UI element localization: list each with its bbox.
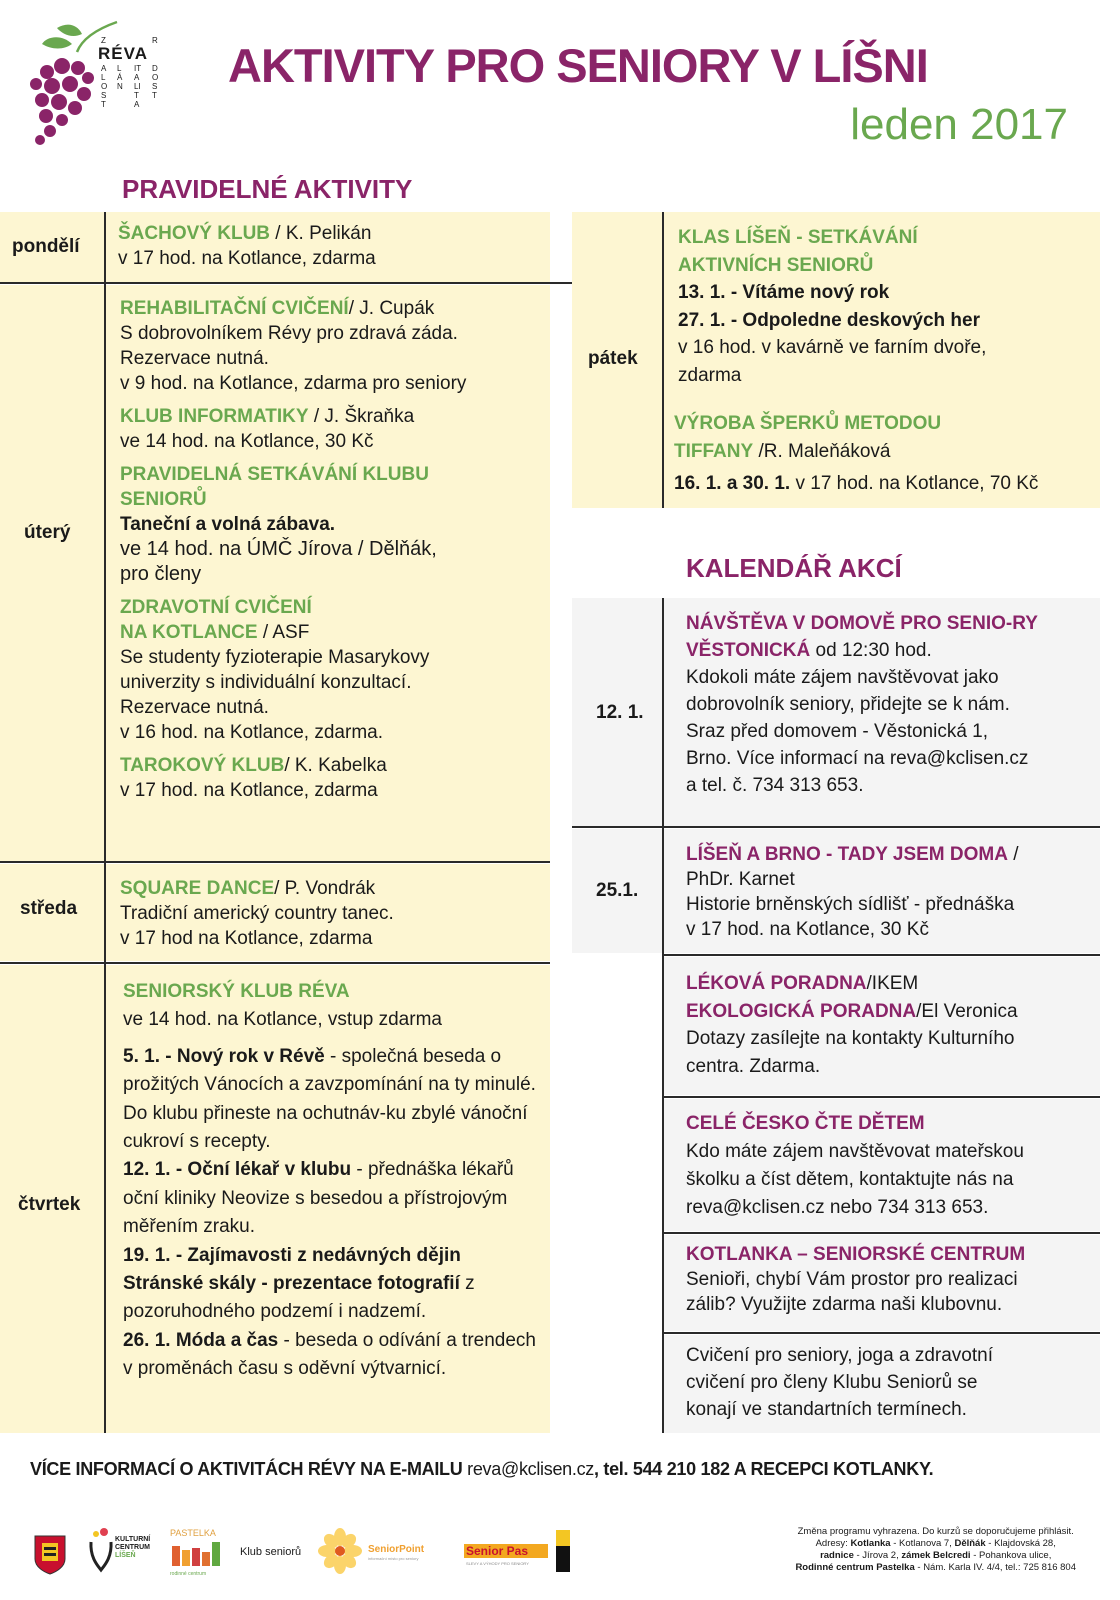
address-name: radnice <box>820 1550 854 1561</box>
activity-title: ŠACHOVÝ KLUB <box>118 223 271 244</box>
senior-pas-name: Senior Pas <box>466 1544 529 1558</box>
event-leader: / <box>1007 844 1019 865</box>
event-detail: z pozoruhodného podzemí i nadzemí. <box>123 1273 475 1323</box>
event-dates: 16. 1. a 30. 1. <box>674 473 791 494</box>
event-detail: Historie brněnských sídlišť - přednáška <box>686 894 1015 915</box>
activity-chess <box>118 221 548 271</box>
calendar-event-content <box>686 1110 1096 1222</box>
address-detail: - Pohankova ulice, <box>970 1550 1052 1561</box>
event-title: 19. 1. - Zajímavosti z nedávných dějin Stránské skály - prezentace fotografií <box>123 1244 461 1295</box>
event-date: 12. 1. <box>596 702 644 723</box>
activity-title: ZDRAVOTNÍ CVIČENÍ <box>120 597 312 618</box>
activity-detail: v 17 hod na Kotlance, zdarma <box>120 928 373 949</box>
event-detail: Dotazy zasílejte na kontakty Kulturního <box>686 1028 1015 1049</box>
activity-square-dance <box>120 876 550 951</box>
address-name: zámek Belcredi <box>901 1550 971 1561</box>
logo-letters-lan: LÁN <box>117 64 123 91</box>
activity-detail: Rezervace nutná. <box>120 697 269 718</box>
activity-detail: v 9 hod. na Kotlance, zdarma pro seniory <box>120 373 467 394</box>
calendar-event-content <box>686 1342 1096 1423</box>
event-detail: Brno. Více informací na reva@kclisen.cz <box>686 748 1029 769</box>
activity-leader: / J. Škraňka <box>308 406 415 427</box>
day-column-divider <box>662 212 664 508</box>
event-detail: - beseda o odívání a trendech v proměnách času s oděvní výtvarnicí. <box>123 1329 536 1380</box>
pastelka-sub: rodinné centrum <box>170 1571 207 1577</box>
activity-detail: S dobrovolníkem Révy pro zdravá záda. <box>120 323 458 344</box>
event-detail: v 17 hod. na Kotlance, 30 Kč <box>686 919 929 940</box>
tuesday-activities <box>120 296 550 803</box>
activity-leader: / P. Vondrák <box>274 878 376 899</box>
event-detail: zálib? Využijte zdarma naši klubovnu. <box>686 1294 1003 1315</box>
calendar-event-content <box>686 1242 1096 1317</box>
event-title: NÁVŠTĚVA V DOMOVĚ PRO SENIO-RY VĚSTONICKÁ <box>686 613 1038 661</box>
day-column-divider <box>104 212 106 1433</box>
divider <box>572 826 1100 828</box>
logo-letter-z: Z <box>101 36 106 45</box>
activity-detail: Rezervace nutná. <box>120 348 269 369</box>
calendar-event-content <box>686 970 1096 1080</box>
kulturni-centrum-logo <box>88 1528 151 1576</box>
activity-title: KLUB INFORMATIKY <box>120 406 309 427</box>
day-wednesday: středa <box>20 898 78 919</box>
event-title: LÉKOVÁ PORADNA <box>686 973 867 994</box>
calendar-event-content <box>686 610 1096 799</box>
logo-letters-dost: DOST <box>152 64 159 100</box>
address-detail: - Jírova 2, <box>853 1550 902 1561</box>
address-detail: - Nám. Karla IV. 4/4, tel.: 725 816 804 <box>914 1562 1076 1573</box>
activity-title: KLAS LÍŠEŇ - SETKÁVÁNÍ <box>678 227 918 248</box>
footer-contact-suffix: , tel. 544 210 182 A RECEPCI KOTLANKY. <box>593 1459 934 1479</box>
divider <box>0 282 585 284</box>
date-column-divider <box>662 598 664 1433</box>
thursday-activities <box>123 978 543 1384</box>
divider <box>662 1096 1100 1098</box>
kc-lisen-icon <box>88 1528 114 1574</box>
flower-icon <box>318 1528 362 1574</box>
event-title: 12. 1. - Oční lékař v klubu <box>123 1159 352 1181</box>
lisen-coat-of-arms-logo <box>34 1535 66 1575</box>
calendar-event-content <box>686 842 1096 942</box>
event-title: LÍŠEŇ A BRNO - TADY JSEM DOMA <box>686 844 1008 865</box>
event-detail: Kdokoli máte zájem navštěvovat jako <box>686 667 999 688</box>
klub-senioru-logo: Klub seniorů <box>240 1546 302 1558</box>
logo-name: RÉVA <box>98 44 148 63</box>
event-title: KOTLANKA – SENIORSKÉ CENTRUM <box>686 1244 1026 1265</box>
logo-letters-italita: ITALITA <box>134 64 142 109</box>
event-detail: školku a číst dětem, kontaktujte nás na <box>686 1169 1014 1190</box>
address-label: Adresy: <box>815 1538 851 1549</box>
event-time: od 12:30 hod. <box>810 640 932 661</box>
footer-contact <box>30 1459 933 1480</box>
divider <box>662 1232 1100 1234</box>
address-name: Kotlanka <box>850 1538 891 1549</box>
kc-line3: LÍŠEŇ <box>115 1552 136 1559</box>
pastelka-logo <box>170 1528 226 1578</box>
day-friday: pátek <box>588 348 638 369</box>
event-title: 27. 1. - Odpoledne deskových her <box>678 309 980 331</box>
activity-detail: v 16 hod. na Kotlance, zdarma. <box>120 722 383 743</box>
address-name: Rodinné centrum Pastelka <box>795 1562 915 1573</box>
activity-detail: v 17 hod. na Kotlance, zdarma <box>118 248 376 269</box>
senior-pas-logo <box>464 1530 572 1574</box>
reva-logo <box>22 14 172 154</box>
pencils-icon <box>170 1538 220 1566</box>
activity-detail: pro členy <box>120 563 202 585</box>
event-detail: PhDr. Karnet <box>686 869 795 890</box>
activity-leader: / K. Kabelka <box>284 755 387 776</box>
logo-letter-r: R <box>152 36 158 45</box>
page-subtitle: leden 2017 <box>850 100 1068 149</box>
event-detail: centra. Zdarma. <box>686 1055 821 1077</box>
page-title: AKTIVITY PRO SENIORY V LÍŠNI <box>228 39 928 92</box>
event-detail: Kdo máte zájem navštěvovat mateřskou <box>686 1141 1024 1162</box>
activity-detail: Se studenty fyzioterapie Masarykovy <box>120 647 430 668</box>
activity-title: TAROKOVÝ KLUB <box>120 755 285 776</box>
day-monday: pondělí <box>12 236 80 257</box>
event-leader: /IKEM <box>866 973 919 994</box>
activity-detail: v 17 hod. na Kotlance, zdarma <box>120 780 378 801</box>
event-leader: /El Veronica <box>916 1000 1018 1022</box>
event-detail: a tel. č. 734 313 653. <box>686 775 864 796</box>
event-detail: dobrovolník seniory, přidejte se k nám. <box>686 694 1010 715</box>
activity-leader: / ASF <box>257 622 310 643</box>
senior-point-logo <box>318 1528 448 1574</box>
activity-detail: v 17 hod. na Kotlance, 70 Kč <box>790 473 1039 494</box>
footer-addresses <box>795 1526 1076 1574</box>
event-title: EKOLOGICKÁ PORADNA <box>686 1000 917 1022</box>
day-thursday: čtvrtek <box>18 1194 81 1215</box>
event-detail: Senioři, chybí Vám prostor pro realizaci <box>686 1269 1018 1290</box>
footer-contact-prefix: VÍCE INFORMACÍ O AKTIVITÁCH RÉVY NA E-MAILU <box>30 1459 468 1479</box>
activity-title: SENIORSKÝ KLUB RÉVA <box>123 981 350 1002</box>
divider <box>662 954 1100 956</box>
event-detail: konají ve standartních termínech. <box>686 1399 967 1420</box>
activity-leader: / K. Pelikán <box>270 223 372 244</box>
activity-detail: ve 14 hod. na ÚMČ Jírova / Dělňák, <box>120 538 437 560</box>
activity-title: AKTIVNÍCH SENIORŮ <box>678 254 874 276</box>
activity-detail: ve 14 hod. na Kotlance, 30 Kč <box>120 431 374 452</box>
event-detail: Sraz před domovem - Věstonická 1, <box>686 721 989 742</box>
pastelka-name: PASTELKA <box>170 1528 216 1538</box>
event-title: 13. 1. - Vítáme nový rok <box>678 282 890 303</box>
activity-title: NA KOTLANCE <box>120 622 258 643</box>
senior-point-name: SeniorPoint <box>368 1544 425 1555</box>
calendar-heading: KALENDÁŘ AKCÍ <box>686 553 902 583</box>
address-detail: - Klajdovská 28, <box>985 1538 1056 1549</box>
activity-title: PRAVIDELNÁ SETKÁVÁNÍ KLUBU SENIORŮ <box>120 464 429 510</box>
event-title: 5. 1. - Nový rok v Révě <box>123 1045 325 1067</box>
divider <box>0 962 550 964</box>
event-detail: - společná beseda o prožitých Vánocích a zavzpomínání na ty minulé. Do klubu přineste na ochutnáv-ku zbylé vánoční cukroví s recepty. <box>123 1045 536 1153</box>
event-title: CELÉ ČESKO ČTE DĚTEM <box>686 1113 925 1134</box>
activity-leader: /R. Maleňáková <box>753 441 891 462</box>
address-name: Dělňák <box>954 1538 986 1549</box>
divider <box>662 1332 1100 1334</box>
address-detail: - Kotlanova 7, <box>890 1538 955 1549</box>
kc-line1: KULTURNÍ <box>115 1536 151 1543</box>
activity-detail: v 16 hod. v kavárně ve farním dvoře, <box>678 337 987 358</box>
activity-title: TIFFANY <box>674 441 754 462</box>
friday-activities <box>678 224 1098 389</box>
event-detail: Cvičení pro seniory, joga a zdravotní <box>686 1345 993 1366</box>
activity-detail: Tradiční americký country tanec. <box>120 903 394 924</box>
activity-detail: zdarma <box>678 364 742 386</box>
divider <box>0 861 550 863</box>
event-detail: reva@kclisen.cz nebo 734 313 653. <box>686 1197 989 1218</box>
footer-email-link[interactable]: reva@kclisen.cz <box>467 1459 594 1479</box>
logo-letters-alost: ALOST <box>101 64 108 109</box>
footer-notice: Změna programu vyhrazena. Do kurzů se doporučujeme přihlásit. <box>797 1526 1074 1537</box>
event-title: 26. 1. Móda a čas <box>123 1329 279 1351</box>
event-detail: cvičení pro členy Klubu Seniorů se <box>686 1372 978 1393</box>
activity-title: SQUARE DANCE <box>120 878 275 899</box>
day-tuesday: úterý <box>24 522 71 543</box>
event-date: 25.1. <box>596 880 639 901</box>
activity-highlight: Taneční a volná zábava. <box>120 514 336 535</box>
regular-heading: PRAVIDELNÉ AKTIVITY <box>122 174 413 204</box>
coat-of-arms-icon <box>34 1535 66 1575</box>
activity-leader: / J. Cupák <box>348 298 435 319</box>
event-detail: - přednáška lékařů oční kliniky Neovize s besedou a přístrojovým měřením zraku. <box>123 1159 514 1238</box>
senior-point-sub: informační místo pro seniory <box>368 1556 419 1561</box>
activity-detail: univerzity s individuální konzultací. <box>120 672 412 693</box>
activity-tiffany <box>674 410 1100 498</box>
activity-title: REHABILITAČNÍ CVIČENÍ <box>120 298 349 319</box>
kc-line2: CENTRUM <box>115 1544 150 1551</box>
activity-detail: ve 14 hod. na Kotlance, vstup zdarma <box>123 1009 442 1031</box>
senior-pas-sub: SLEVY A VÝHODY PRO SENIORY <box>466 1561 529 1566</box>
activity-title: VÝROBA ŠPERKŮ METODOU <box>674 413 942 434</box>
